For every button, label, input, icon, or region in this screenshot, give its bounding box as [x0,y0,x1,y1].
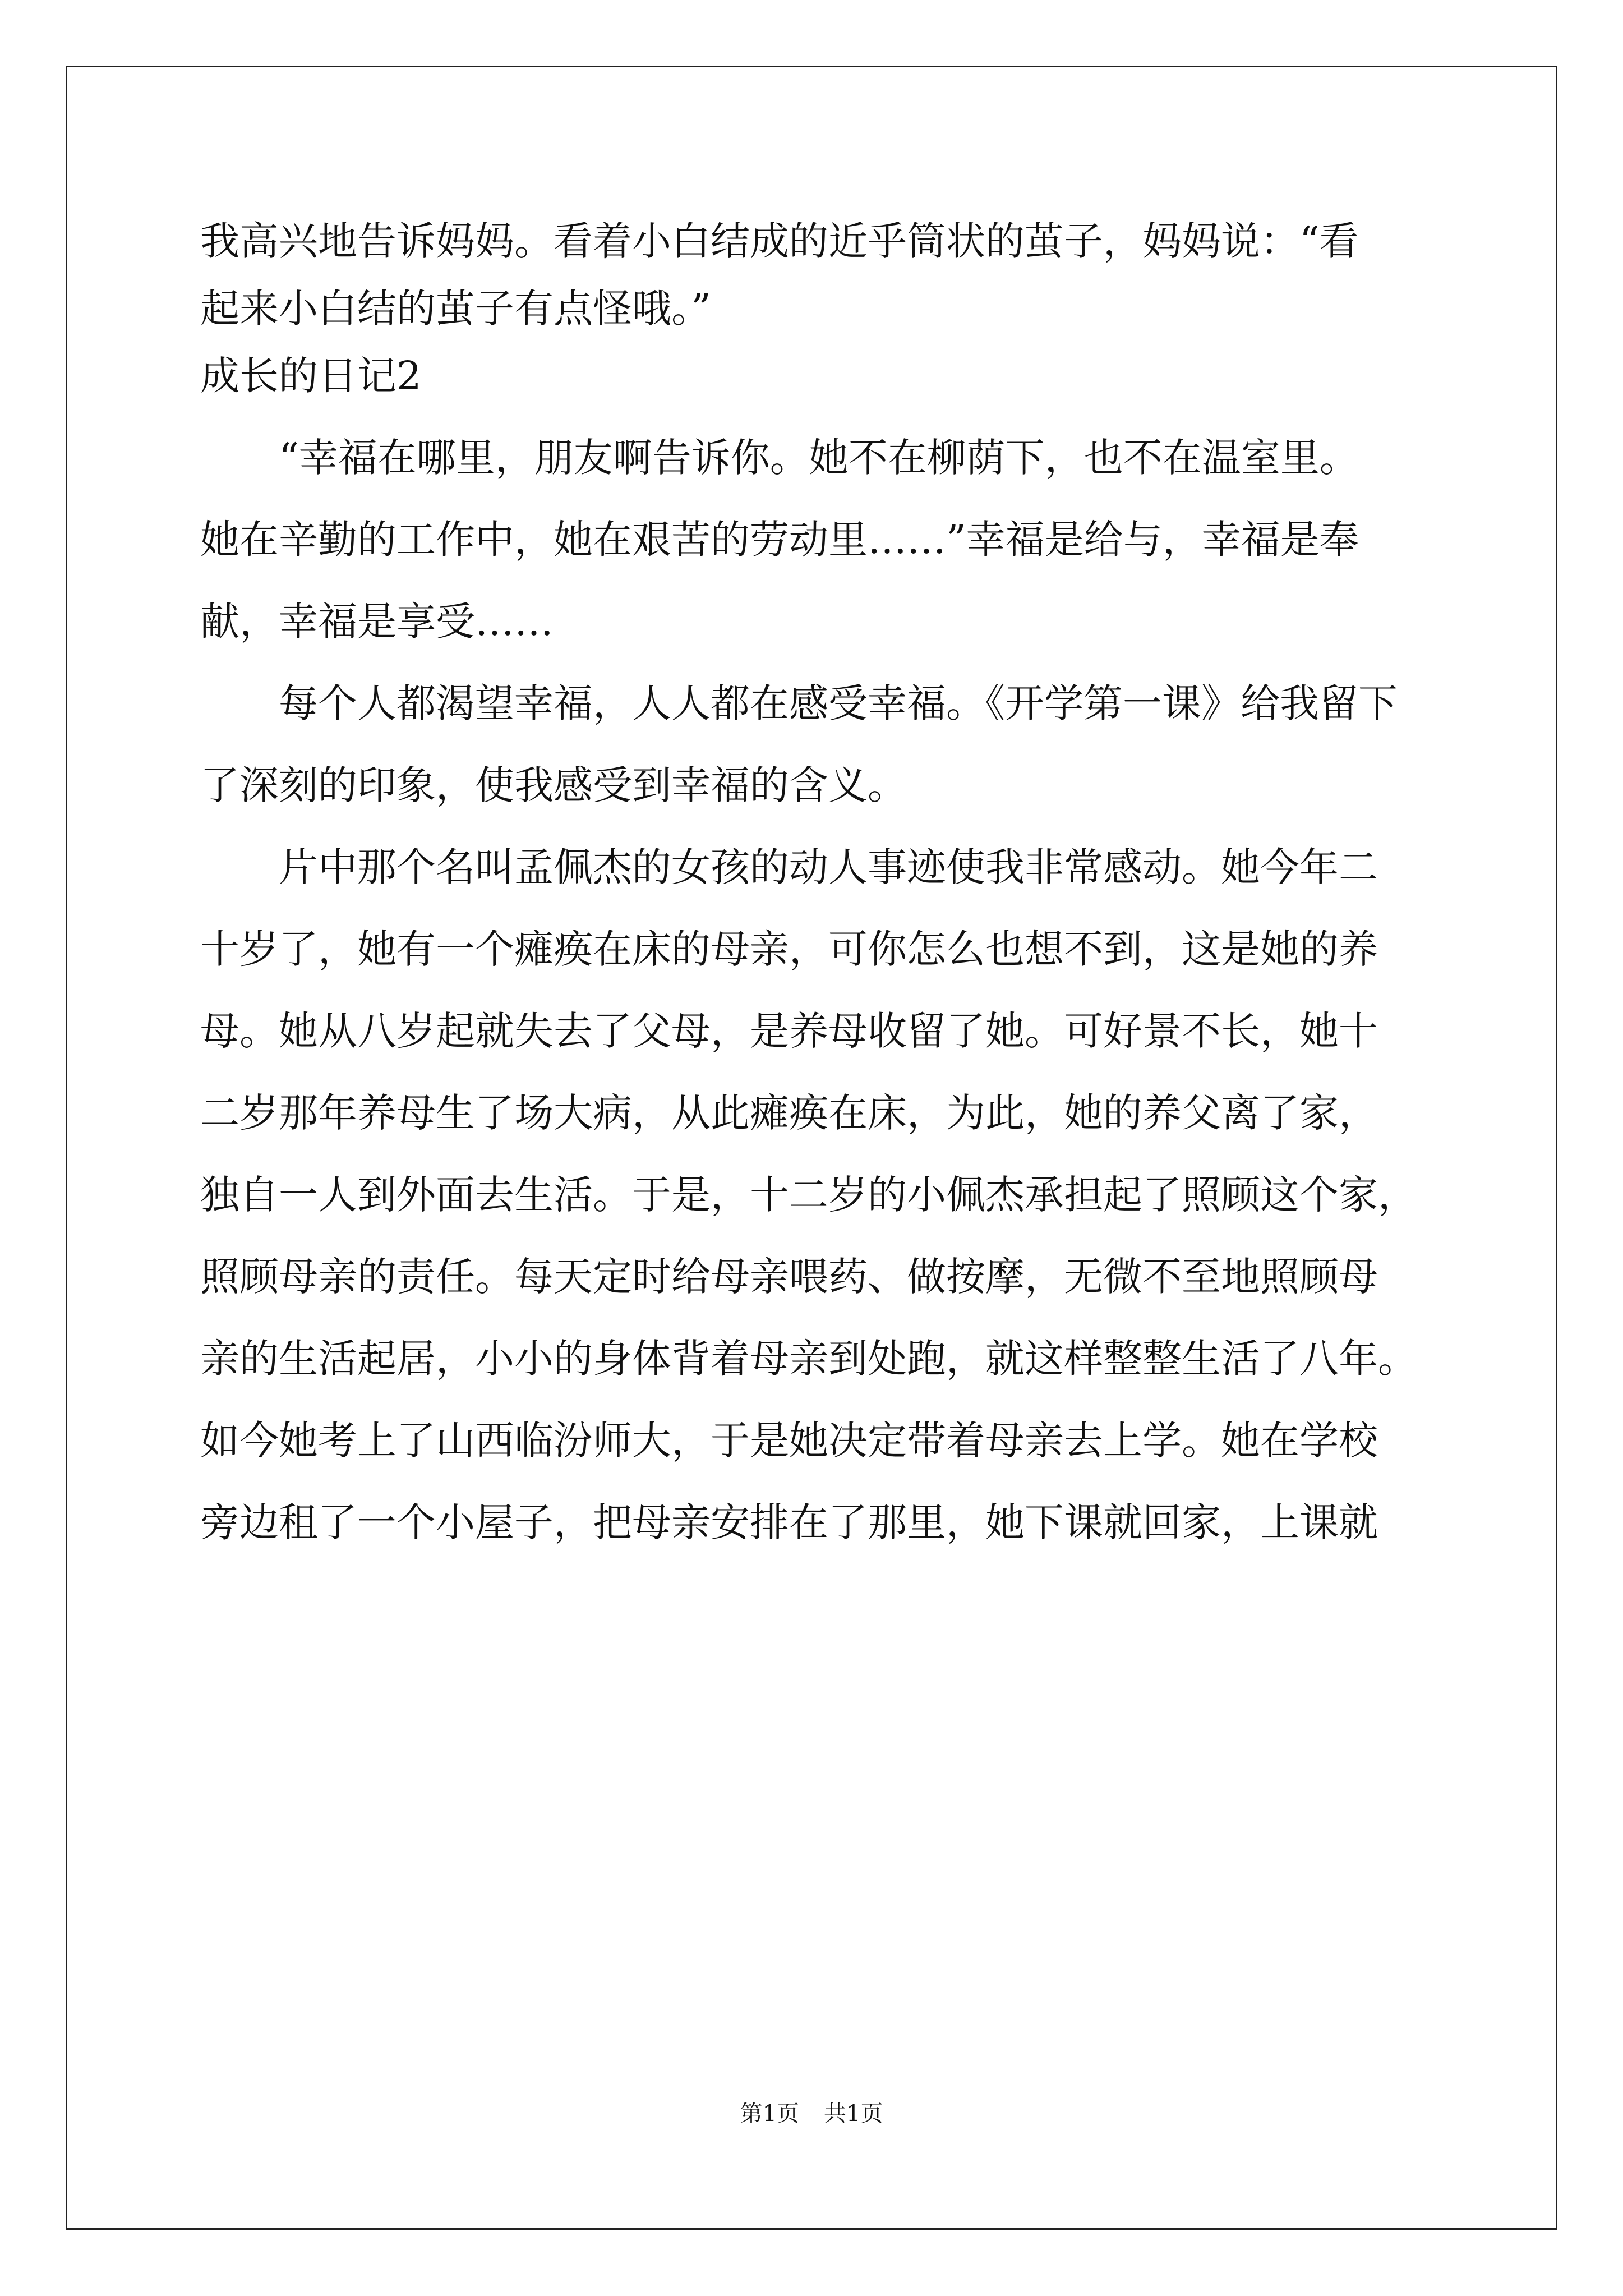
text-line: 片中那个名叫孟佩杰的女孩的动人事迹使我非常感动。她今年二 [279,844,1378,890]
text-line: 独自一人到外面去生活。于是，十二岁的小佩杰承担起了照顾这个家， [200,1172,1417,1218]
text-line: 亲的生活起居，小小的身体背着母亲到处跑，就这样整整生活了八年。 [200,1336,1417,1382]
text-line: 我高兴地告诉妈妈。看着小白结成的近乎筒状的茧子，妈妈说：“看 [200,218,1359,264]
text-line: 如今她考上了山西临汾师大，于是她决定带着母亲去上学。她在学校 [200,1418,1378,1464]
text-line: 每个人都渴望幸福，人人都在感受幸福。《开学第一课》给我留下 [279,680,1398,726]
text-line: 十岁了，她有一个瘫痪在床的母亲，可你怎么也想不到，这是她的养 [200,926,1378,972]
page-footer [0,2097,1623,2131]
text-line: 照顾母亲的责任。每天定时给母亲喂药、做按摩，无微不至地照顾母 [200,1254,1378,1300]
text-line: 了深刻的印象，使我感受到幸福的含义。 [200,762,907,808]
page-number: 第1页 [740,2101,799,2127]
text-line: 母。她从八岁起就失去了父母，是养母收留了她。可好景不长，她十 [200,1008,1378,1054]
text-line: 旁边租了一个小屋子，把母亲安排在了那里，她下课就回家，上课就 [200,1499,1378,1545]
text-line: 起来小白结的茧子有点怪哦。” [200,286,711,332]
text-line: 二岁那年养母生了场大病，从此瘫痪在床，为此，她的养父离了家， [200,1090,1378,1136]
section-heading: 成长的日记2 [200,353,422,399]
text-line: 献，幸福是享受…… [200,599,554,645]
text-line: 她在辛勤的工作中，她在艰苦的劳动里……”幸福是给与，幸福是奉 [200,517,1359,563]
page-total: 共1页 [824,2101,883,2127]
text-line: “幸福在哪里，朋友啊告诉你。她不在柳荫下，也不在温室里。 [279,435,1359,481]
